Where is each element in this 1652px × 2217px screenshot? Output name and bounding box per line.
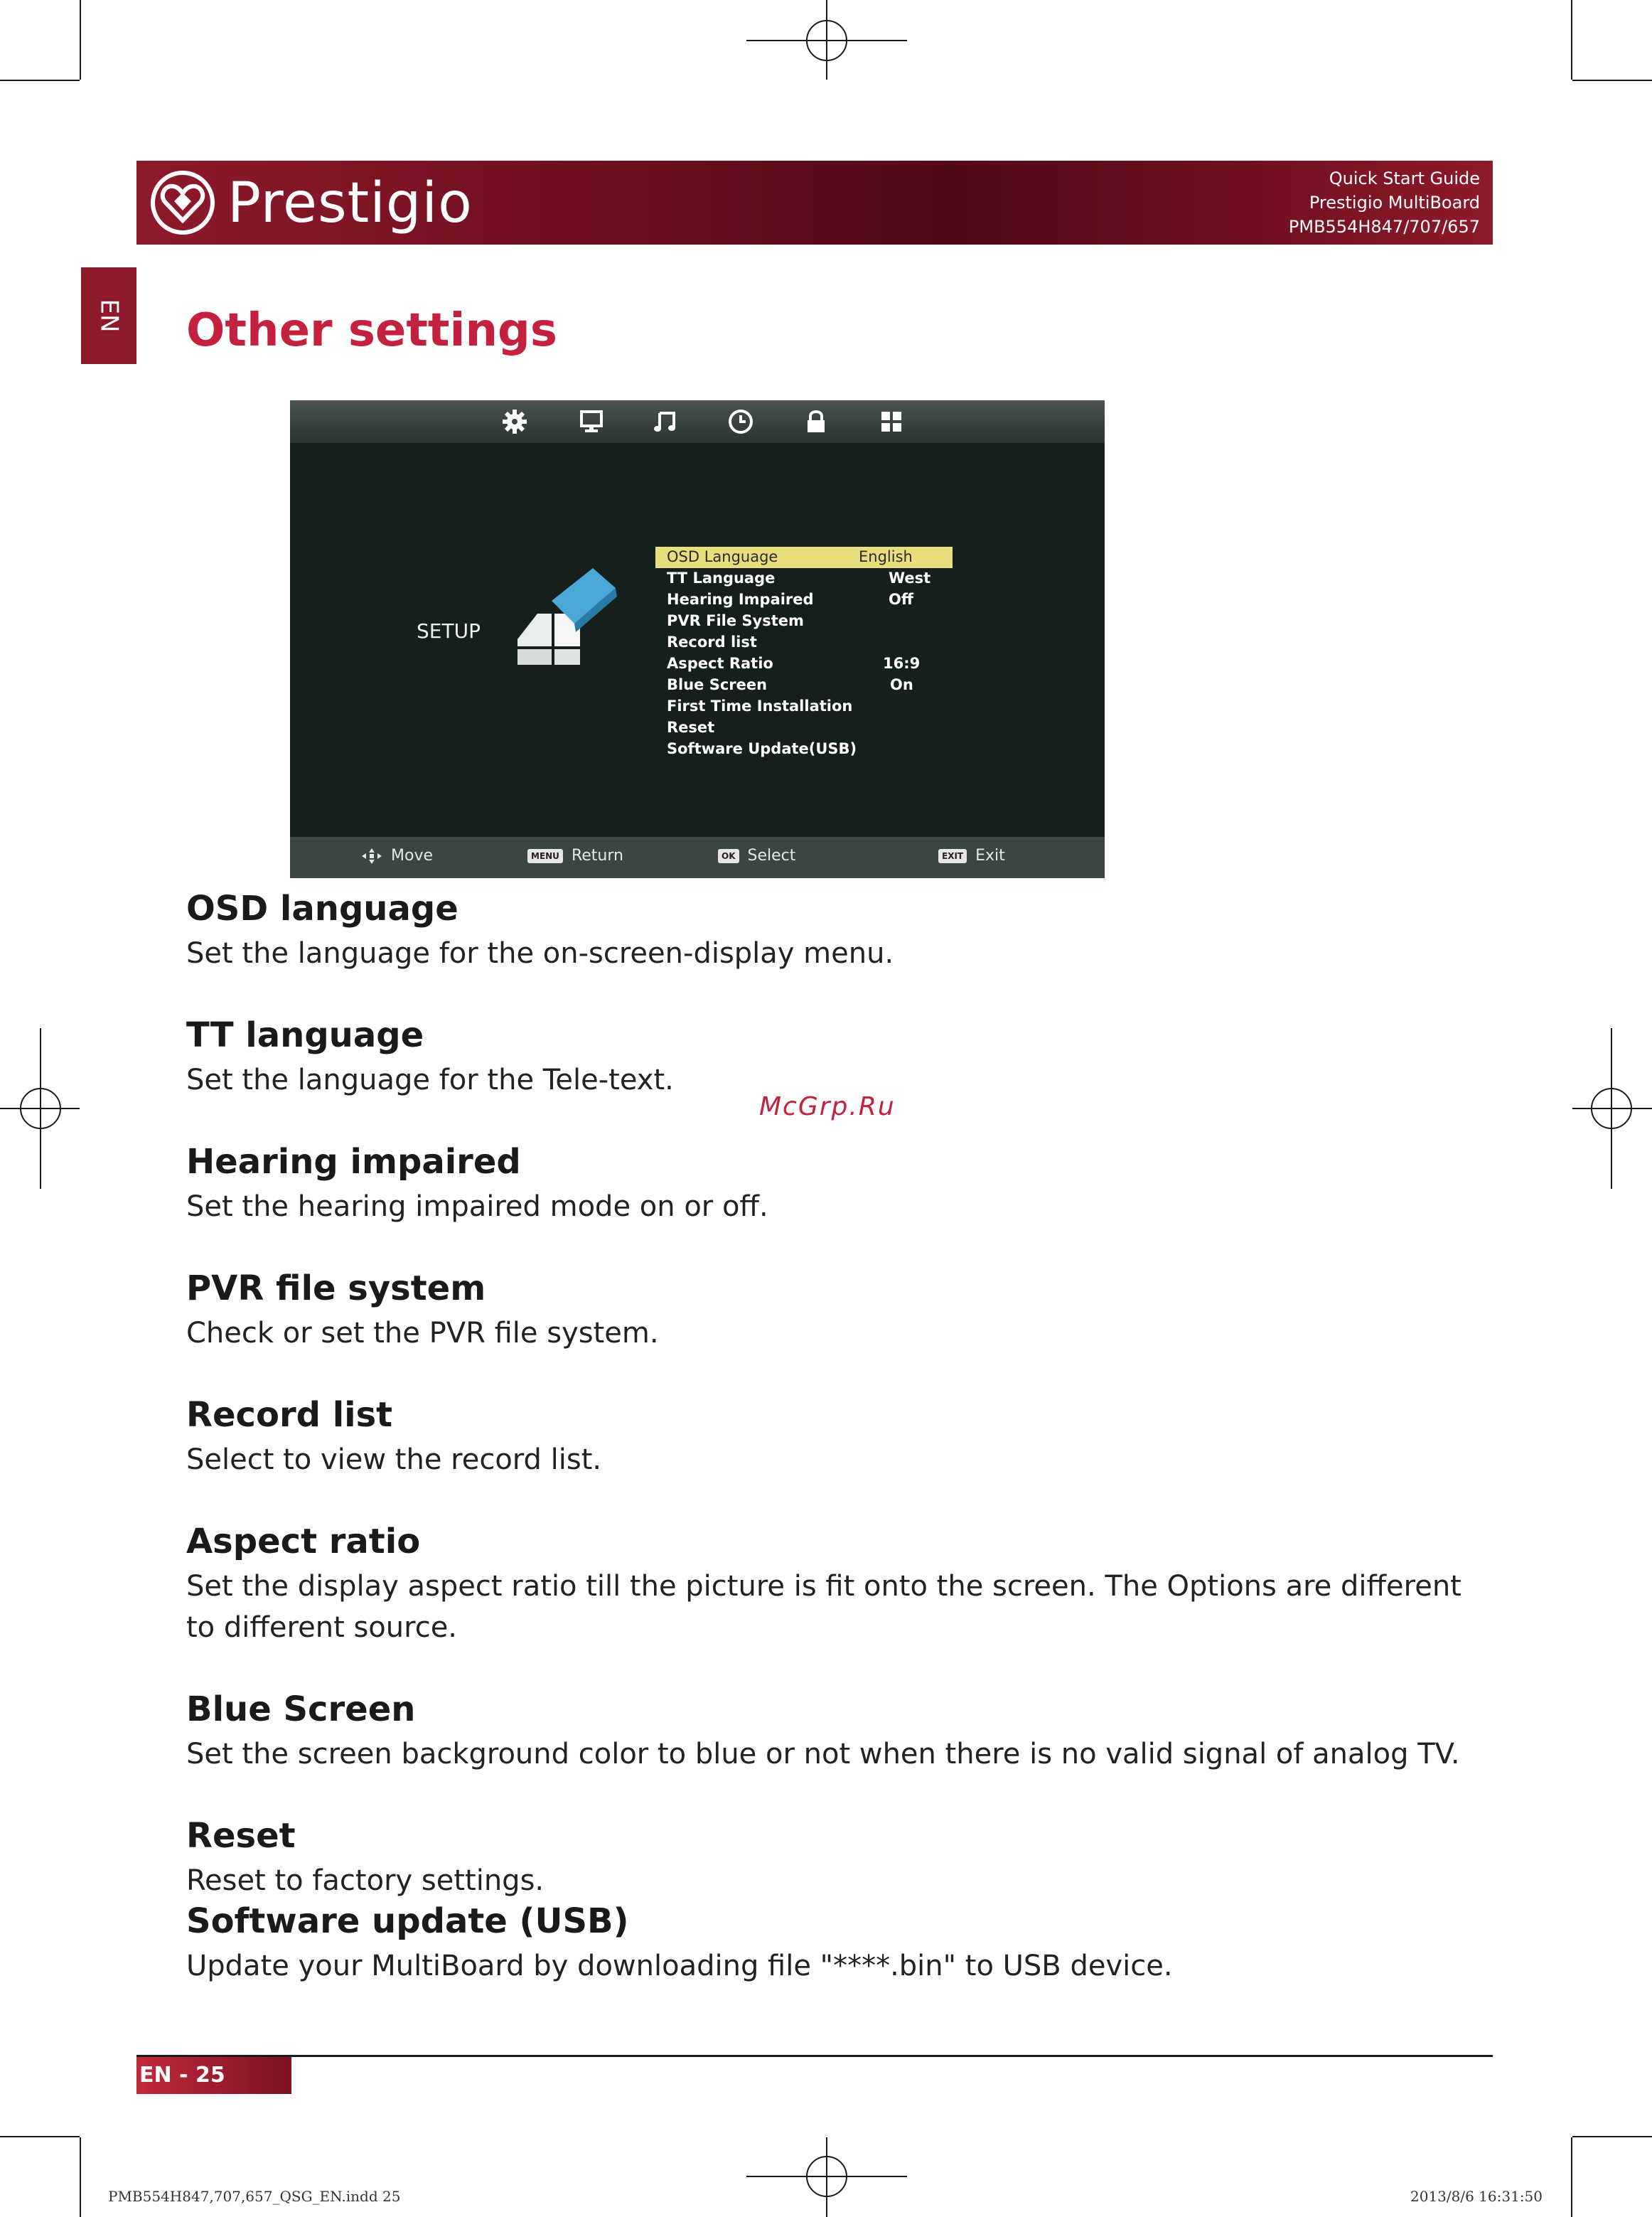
section-heading: Record list bbox=[186, 1395, 393, 1435]
menu-item-aspect-ratio[interactable] bbox=[655, 653, 953, 675]
section-heading: Blue Screen bbox=[186, 1689, 416, 1729]
section-text: Set the display aspect ratio till the picture is fit onto the screen. The Options are different to different source. bbox=[186, 1570, 1461, 1644]
menu-item-pvr-file-system[interactable] bbox=[655, 611, 953, 632]
hint-exit bbox=[938, 847, 1005, 865]
menu-item-label: First Time Installation bbox=[667, 698, 853, 715]
monitor-icon bbox=[577, 407, 606, 436]
tv-setup-menu-screenshot bbox=[290, 400, 1105, 878]
tv-menu-top-bar bbox=[290, 400, 1105, 443]
page-number: EN - 25 bbox=[136, 2057, 291, 2094]
setup-cube-icon bbox=[509, 568, 630, 675]
setup-menu-list bbox=[655, 547, 953, 760]
guide-title: Quick Start Guide bbox=[1329, 169, 1480, 188]
language-tab-label: EN bbox=[94, 299, 123, 333]
model-number: PMB554H847/707/657 bbox=[1288, 217, 1480, 237]
section-text: Set the language for the on-screen-display menu. bbox=[186, 937, 894, 970]
gear-icon bbox=[500, 407, 529, 436]
section-text: Set the language for the Tele-text. bbox=[186, 1064, 674, 1096]
section-heading: Software update (USB) bbox=[186, 1901, 629, 1941]
hint-move-label: Move bbox=[391, 847, 433, 865]
product-name: Prestigio MultiBoard bbox=[1309, 193, 1480, 213]
menu-item-label: Software Update(USB) bbox=[667, 740, 857, 757]
section-heading: Reset bbox=[186, 1816, 296, 1856]
menu-item-tt-language[interactable] bbox=[655, 568, 953, 589]
menu-key-icon: MENU bbox=[527, 849, 563, 863]
prestigio-logo-icon bbox=[151, 171, 215, 235]
hint-select-label: Select bbox=[747, 847, 796, 865]
hint-exit-label: Exit bbox=[975, 847, 1005, 865]
menu-item-reset[interactable] bbox=[655, 717, 953, 739]
menu-item-label: Hearing Impaired bbox=[667, 591, 814, 608]
menu-item-software-update[interactable] bbox=[655, 739, 953, 760]
section-text: Set the hearing impaired mode on or off. bbox=[186, 1190, 768, 1223]
menu-item-blue-screen[interactable] bbox=[655, 675, 953, 696]
menu-item-first-time-installation[interactable] bbox=[655, 696, 953, 717]
lock-icon bbox=[802, 407, 830, 436]
menu-item-label: Aspect Ratio bbox=[667, 655, 773, 672]
section-text: Select to view the record list. bbox=[186, 1443, 602, 1476]
footer-rule bbox=[136, 2055, 1493, 2057]
music-note-icon bbox=[651, 407, 680, 436]
section-text: Reset to factory settings. bbox=[186, 1864, 545, 1897]
menu-item-value: On bbox=[890, 676, 913, 693]
menu-item-record-list[interactable] bbox=[655, 632, 953, 653]
section-heading: Aspect ratio bbox=[186, 1522, 421, 1561]
menu-item-label: TT Language bbox=[667, 570, 776, 587]
menu-item-value: West bbox=[889, 570, 931, 587]
clock-icon bbox=[726, 407, 755, 436]
page-title: Other settings bbox=[186, 304, 557, 357]
section-heading: OSD language bbox=[186, 889, 458, 929]
header-band bbox=[136, 161, 1493, 245]
section-text: Check or set the PVR file system. bbox=[186, 1317, 659, 1350]
section-text: Update your MultiBoard by downloading file "****.bin" to USB device. bbox=[186, 1950, 1173, 1982]
menu-item-label: Reset bbox=[667, 719, 715, 736]
tv-menu-hint-bar bbox=[290, 837, 1105, 878]
section-heading: TT language bbox=[186, 1015, 424, 1055]
ok-key-icon: OK bbox=[718, 849, 739, 863]
hint-return bbox=[527, 847, 623, 865]
watermark: McGrp.Ru bbox=[759, 1092, 896, 1121]
brand-name: Prestigio bbox=[227, 171, 473, 235]
slug-timestamp: 2013/8/6 16:31:50 bbox=[1410, 2188, 1543, 2205]
menu-item-value: 16:9 bbox=[883, 655, 921, 672]
exit-key-icon: EXIT bbox=[938, 849, 967, 863]
slug-filename: PMB554H847,707,657_QSG_EN.indd 25 bbox=[108, 2188, 401, 2205]
menu-item-osd-language[interactable] bbox=[655, 547, 953, 568]
hint-move bbox=[360, 847, 433, 865]
menu-item-label: Record list bbox=[667, 634, 757, 651]
menu-item-value: Off bbox=[889, 591, 913, 608]
language-tab bbox=[81, 267, 136, 364]
menu-item-label: Blue Screen bbox=[667, 676, 768, 693]
menu-item-label: OSD Language bbox=[667, 548, 778, 565]
move-arrows-icon bbox=[360, 847, 384, 865]
section-text: Set the screen background color to blue or not when there is no valid signal of analog TV. bbox=[186, 1738, 1460, 1770]
section-heading: PVR file system bbox=[186, 1268, 486, 1308]
grid-icon bbox=[877, 407, 906, 436]
setup-label: SETUP bbox=[417, 619, 481, 643]
section-heading: Hearing impaired bbox=[186, 1142, 521, 1182]
menu-item-hearing-impaired[interactable] bbox=[655, 589, 953, 611]
hint-select bbox=[718, 847, 795, 865]
hint-return-label: Return bbox=[571, 847, 623, 865]
menu-item-label: PVR File System bbox=[667, 612, 804, 629]
menu-item-value: English bbox=[859, 548, 913, 565]
header-info bbox=[1289, 166, 1480, 239]
